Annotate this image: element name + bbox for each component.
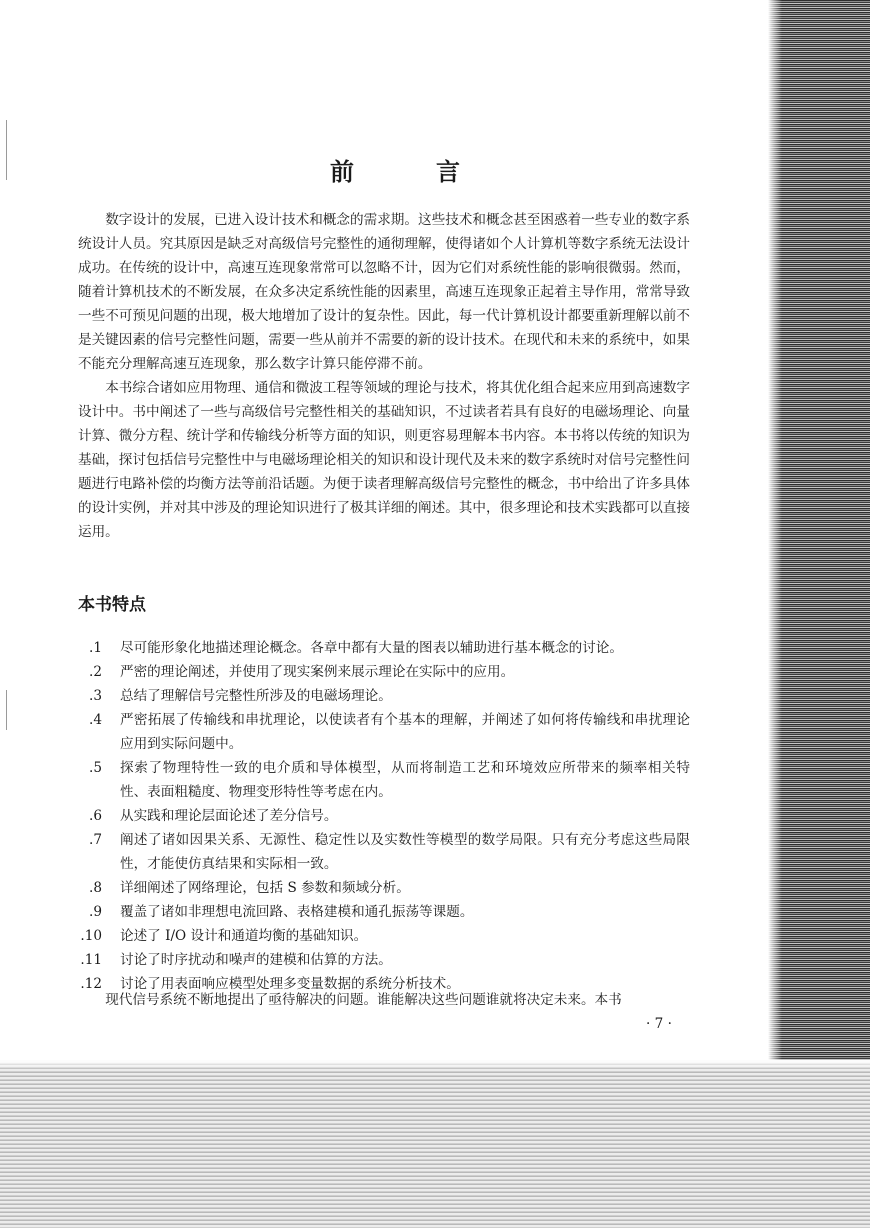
feature-text: 严密的理论阐述，并使用了现实案例来展示理论在实际中的应用。 <box>120 664 515 680</box>
scan-border-bottom <box>0 1060 870 1228</box>
feature-item: 4. 严密拓展了传输线和串扰理论，以使读者有个基本的理解，并阐述了如何将传输线和串扰理论应用到实际问题中。 <box>89 712 690 752</box>
feature-text: 覆盖了诸如非理想电流回路、表格建模和通孔振荡等课题。 <box>120 904 474 920</box>
intro-paragraph: 数字设计的发展，已进入设计技术和概念的需求期。这些技术和概念甚至困惑着一些专业的数字系统设计人员。究其原因是缺乏对高级信号完整性的通彻理解，使得诸如个人计算机等数字系统无法设计成功。在传统的设计中，高速互连现象常常可以忽略不计，因为它们对系统性能的影响很微弱。然而，随着计算机技术的不断发展，在众多决定系统性能的因素里，高速互连现象正起着主导作用，常常导致一些不可预见问题的出现，极大地增加了设计的复杂性。因此，每一代计算机设计都要重新理解以前不是关键因素的信号完整性问题，需要一些从前并不需要的新的设计技术。在现代和未来的系统中，如果不能充分理解高速互连现象，那么数字计算只能停滞不前。 <box>78 212 690 372</box>
feature-text: 严密拓展了传输线和串扰理论，以使读者有个基本的理解，并阐述了如何将传输线和串扰理论应用到实际问题中。 <box>120 712 690 752</box>
scan-edge-mark <box>6 690 7 730</box>
feature-item: 3. 总结了理解信号完整性所涉及的电磁场理论。 <box>89 688 392 704</box>
feature-text: 论述了 I/O 设计和通道均衡的基础知识。 <box>120 928 368 944</box>
feature-text: 从实践和理论层面论述了差分信号。 <box>120 808 338 824</box>
feature-text: 探索了物理特性一致的电介质和导体模型，从而将制造工艺和环境效应所带来的频率相关特性、表面粗糙度、物理变形特性等考虑在内。 <box>120 760 690 800</box>
intro-text <box>78 208 690 544</box>
feature-item: 2. 严密的理论阐述，并使用了现实案例来展示理论在实际中的应用。 <box>89 664 515 680</box>
feature-item: 6. 从实践和理论层面论述了差分信号。 <box>89 808 338 824</box>
features-list <box>78 636 690 996</box>
feature-text: 讨论了用表面响应模型处理多变量数据的系统分析技术。 <box>120 976 460 992</box>
feature-text: 总结了理解信号完整性所涉及的电磁场理论。 <box>120 688 392 704</box>
title-char: 言 <box>436 157 460 186</box>
title-char: 前 <box>330 157 354 186</box>
features-heading: 本书特点 <box>78 595 146 615</box>
feature-item: 11. 讨论了时序扰动和噪声的建模和估算的方法。 <box>80 952 392 968</box>
page-number: · 7 · <box>646 1016 672 1032</box>
feature-item: 12. 讨论了用表面响应模型处理多变量数据的系统分析技术。 <box>80 976 460 992</box>
feature-item: 1. 尽可能形象化地描述理论概念。各章中都有大量的图表以辅助进行基本概念的讨论。 <box>89 640 623 656</box>
page-title <box>330 152 460 187</box>
feature-text: 尽可能形象化地描述理论概念。各章中都有大量的图表以辅助进行基本概念的讨论。 <box>120 640 623 656</box>
closing-paragraph: 现代信号系统不断地提出了亟待解决的问题。谁能解决这些问题谁就将决定未来。本书 <box>105 992 622 1008</box>
feature-item: 5. 探索了物理特性一致的电介质和导体模型，从而将制造工艺和环境效应所带来的频率相关特性、表面粗糙度、物理变形特性等考虑在内。 <box>89 760 690 800</box>
intro-paragraph: 本书综合诸如应用物理、通信和微波工程等领域的理论与技术，将其优化组合起来应用到高速数字设计中。书中阐述了一些与高级信号完整性相关的基础知识，不过读者若具有良好的电磁场理论、向量计算、微分方程、统计学和传输线分析等方面的知识，则更容易理解本书内容。本书将以传统的知识为基础，探讨包括信号完整性中与电磁场理论相关的知识和设计现代及未来的数字系统时对信号完整性问题进行电路补偿的均衡方法等前沿话题。为便于读者理解高级信号完整性的概念，书中给出了许多具体的设计实例，并对其中涉及的理论知识进行了极其详细的阐述。其中，很多理论和技术实践都可以直接运用。 <box>78 380 690 540</box>
feature-text: 讨论了时序扰动和噪声的建模和估算的方法。 <box>120 952 392 968</box>
feature-item: 8. 详细阐述了网络理论，包括 S 参数和频域分析。 <box>89 880 410 896</box>
feature-item: 10. 论述了 I/O 设计和通道均衡的基础知识。 <box>80 928 368 944</box>
feature-text: 阐述了诸如因果关系、无源性、稳定性以及实数性等模型的数学局限。只有充分考虑这些局限性，才能使仿真结果和实际相一致。 <box>120 832 690 872</box>
scan-border-right <box>768 0 870 1228</box>
scan-edge-mark <box>6 120 7 180</box>
feature-text: 详细阐述了网络理论，包括 S 参数和频域分析。 <box>120 880 410 896</box>
feature-item: 9. 覆盖了诸如非理想电流回路、表格建模和通孔振荡等课题。 <box>89 904 474 920</box>
feature-item: 7. 阐述了诸如因果关系、无源性、稳定性以及实数性等模型的数学局限。只有充分考虑这些局限性，才能使仿真结果和实际相一致。 <box>89 832 690 872</box>
